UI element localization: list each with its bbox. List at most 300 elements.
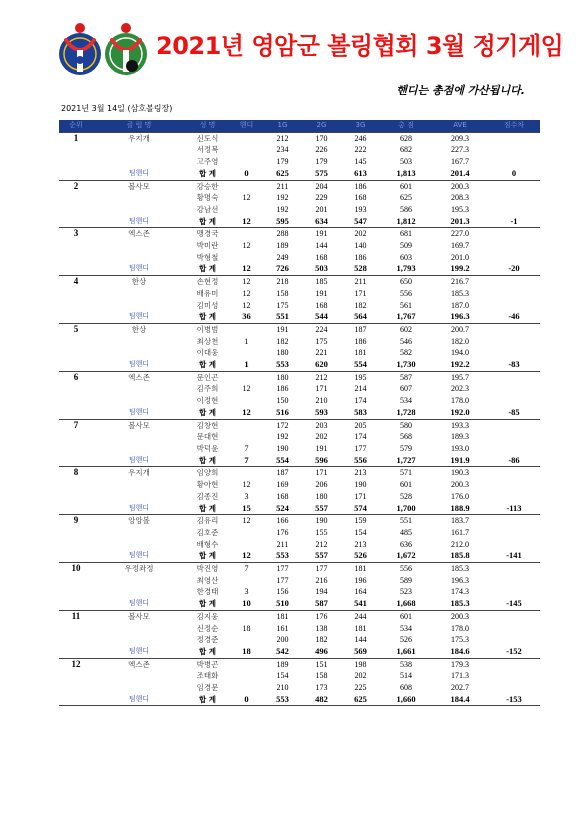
game1-score: 169 [276, 480, 289, 490]
player-name: 이병범 [185, 323, 230, 335]
empty-cell [59, 539, 93, 551]
player-handicap: 12 [242, 288, 251, 298]
empty-cell [488, 288, 540, 300]
player-average: 208.3 [451, 193, 469, 203]
player-total: 636 [400, 539, 412, 549]
logo-left-head-icon [75, 23, 85, 33]
empty-cell [59, 347, 93, 359]
empty-cell [488, 144, 540, 156]
player-average: 195.7 [432, 371, 488, 383]
team-score-diff: -113 [488, 503, 540, 515]
game2-score: 191 [302, 228, 341, 240]
player-row [59, 276, 540, 288]
game2-score: 212 [315, 539, 328, 549]
game3-score: 213 [341, 467, 380, 479]
game3-score: 181 [354, 348, 367, 358]
team-score-diff: -20 [488, 263, 540, 275]
team-game2: 496 [302, 646, 341, 658]
player-average: 190.3 [432, 467, 488, 479]
player-total: 608 [400, 683, 412, 693]
game2-score: 216 [315, 575, 328, 585]
game2-score: 168 [315, 252, 328, 262]
team-total-label: 합 계 [185, 359, 230, 371]
game2-score: 202 [315, 432, 328, 442]
team-average: 192.0 [432, 407, 488, 419]
game2-score: 151 [302, 658, 341, 670]
player-handicap [230, 610, 263, 622]
player-average: 212.0 [451, 539, 469, 549]
game2-score: 221 [315, 348, 328, 358]
team-game3: 564 [341, 311, 380, 323]
team-handicap: 12 [230, 407, 263, 419]
game2-score: 144 [315, 241, 328, 251]
empty-cell [488, 383, 540, 395]
empty-cell [93, 479, 185, 491]
table-header-row [59, 120, 540, 132]
team-total: 1,661 [380, 646, 432, 658]
empty-cell [488, 658, 540, 670]
player-average: 193.3 [432, 419, 488, 431]
club-name: 볼사모 [93, 610, 185, 622]
player-row [59, 479, 540, 491]
player-total: 551 [380, 515, 432, 527]
team-rank: 8 [59, 467, 93, 479]
team-average: 185.8 [432, 550, 488, 562]
empty-cell [59, 240, 93, 252]
game1-score: 177 [263, 563, 302, 575]
player-row [59, 443, 540, 455]
empty-cell [59, 144, 93, 156]
empty-cell [59, 156, 93, 168]
player-total: 561 [400, 300, 412, 310]
game1-score: 161 [276, 623, 289, 633]
team-average: 196.3 [432, 311, 488, 323]
player-total: 601 [400, 480, 412, 490]
game2-score: 191 [315, 443, 328, 453]
team-game2: 557 [302, 503, 341, 515]
game3-score: 140 [354, 241, 367, 251]
team-handicap: 15 [230, 503, 263, 515]
empty-cell [59, 431, 93, 443]
player-row [59, 156, 540, 168]
team-average: 184.4 [432, 694, 488, 706]
association-logo [56, 16, 150, 90]
team-average: 191.9 [432, 455, 488, 467]
player-name: 김미성 [196, 300, 219, 310]
player-handicap [230, 670, 263, 682]
game2-score: 203 [302, 419, 341, 431]
player-average: 196.3 [451, 575, 469, 585]
player-name: 신도식 [185, 132, 230, 144]
game3-score: 187 [341, 323, 380, 335]
team-handicap: 10 [230, 598, 263, 610]
player-handicap [230, 323, 263, 335]
team-total: 1,660 [380, 694, 432, 706]
empty-cell [59, 336, 93, 348]
empty-cell [59, 383, 93, 395]
empty-cell [59, 623, 93, 635]
empty-cell [59, 670, 93, 682]
team-rank: 4 [59, 276, 93, 288]
game3-score: 171 [354, 288, 367, 298]
player-total: 546 [400, 336, 412, 346]
player-average: 171.3 [451, 671, 469, 681]
empty-cell [488, 539, 540, 551]
empty-cell [488, 491, 540, 503]
game3-score: 244 [341, 610, 380, 622]
empty-cell [488, 252, 540, 264]
team-handicap-label: 팀핸디 [93, 311, 185, 323]
player-handicap [230, 527, 263, 539]
player-handicap [230, 431, 263, 443]
player-average: 182.0 [451, 336, 469, 346]
header-game3: 3G [341, 120, 380, 132]
team-rank: 5 [59, 323, 93, 335]
team-game3: 583 [341, 407, 380, 419]
team-handicap: 0 [230, 168, 263, 180]
game3-score: 174 [354, 432, 367, 442]
player-row [59, 670, 540, 682]
game2-score: 158 [315, 671, 328, 681]
game3-score: 154 [354, 527, 367, 537]
team-total: 1,730 [380, 359, 432, 371]
bowling-ball-icon [126, 60, 138, 72]
team-game2: 482 [302, 694, 341, 706]
player-row [59, 575, 540, 587]
club-name: 엑스존 [93, 228, 185, 240]
game2-score: 224 [302, 323, 341, 335]
player-average: 174.3 [451, 587, 469, 597]
team-total: 1,813 [380, 168, 432, 180]
club-name: 한상 [93, 276, 185, 288]
player-name: 조태화 [196, 671, 219, 681]
empty-cell [93, 586, 185, 598]
player-name: 배유미 [196, 288, 219, 298]
team-rank: 2 [59, 180, 93, 192]
team-total-row [59, 216, 540, 228]
player-total: 568 [400, 432, 412, 442]
player-total: 528 [400, 491, 412, 501]
team-total-label: 합 계 [185, 311, 230, 323]
empty-cell [93, 670, 185, 682]
team-total-row [59, 168, 540, 180]
team-score-diff: -85 [488, 407, 540, 419]
player-name: 박미란 [196, 241, 219, 251]
game3-score: 222 [354, 145, 367, 155]
game2-score: 171 [302, 467, 341, 479]
player-row [59, 527, 540, 539]
team-rank: 9 [59, 515, 93, 527]
game1-score: 172 [263, 419, 302, 431]
team-handicap: 0 [230, 694, 263, 706]
player-handicap [230, 419, 263, 431]
team-handicap: 36 [230, 311, 263, 323]
game3-score: 164 [354, 587, 367, 597]
team-total-row [59, 407, 540, 419]
team-game2: 503 [302, 263, 341, 275]
team-rank: 11 [59, 610, 93, 622]
empty-cell [488, 323, 540, 335]
empty-cell [59, 479, 93, 491]
header-handicap: 핸디 [230, 120, 263, 132]
team-score-diff: 0 [488, 168, 540, 180]
empty-cell [59, 455, 93, 467]
player-name: 황명숙 [196, 193, 219, 203]
game2-score: 206 [315, 480, 328, 490]
player-average: 178.0 [451, 396, 469, 406]
player-total: 534 [400, 623, 412, 633]
empty-cell [59, 491, 93, 503]
player-average: 200.3 [432, 610, 488, 622]
player-total: 571 [380, 467, 432, 479]
player-name: 서정복 [196, 145, 219, 155]
game3-score: 198 [341, 658, 380, 670]
player-average: 200.3 [451, 480, 469, 490]
player-total: 509 [400, 241, 412, 251]
empty-cell [488, 228, 540, 240]
player-total: 650 [380, 276, 432, 288]
game2-score: 194 [315, 587, 328, 597]
player-row [59, 634, 540, 646]
club-name: 우지개 [93, 132, 185, 144]
team-total-row [59, 646, 540, 658]
player-row [59, 467, 540, 479]
empty-cell [93, 252, 185, 264]
empty-cell [59, 252, 93, 264]
team-rank: 3 [59, 228, 93, 240]
team-total-row [59, 359, 540, 371]
team-total-label: 합 계 [185, 694, 230, 706]
empty-cell [59, 634, 93, 646]
player-name: 임양희 [185, 467, 230, 479]
empty-cell [59, 359, 93, 371]
player-row [59, 240, 540, 252]
game2-score: 180 [315, 491, 328, 501]
player-total: 579 [400, 443, 412, 453]
player-row [59, 383, 540, 395]
game3-score: 186 [341, 180, 380, 192]
header-score-diff: 점수차 [488, 120, 540, 132]
team-game1: 553 [263, 550, 302, 562]
player-total: 514 [400, 671, 412, 681]
team-total: 1,668 [380, 598, 432, 610]
game3-score: 144 [354, 635, 367, 645]
team-total-row [59, 503, 540, 515]
team-game3: 528 [341, 263, 380, 275]
team-rank: 1 [59, 132, 93, 144]
team-total: 1,812 [380, 216, 432, 228]
player-handicap: 12 [242, 384, 251, 394]
player-row [59, 347, 540, 359]
empty-cell [488, 300, 540, 312]
game1-score: 156 [276, 587, 289, 597]
player-total: 556 [380, 563, 432, 575]
empty-cell [59, 598, 93, 610]
player-average: 227.3 [451, 145, 469, 155]
team-game3: 569 [341, 646, 380, 658]
team-handicap-label: 팀핸디 [93, 359, 185, 371]
game2-score: 173 [315, 683, 328, 693]
player-name: 김호준 [196, 527, 219, 537]
player-row [59, 419, 540, 431]
player-name: 이정현 [196, 396, 219, 406]
game2-score: 138 [315, 623, 328, 633]
game1-score: 150 [276, 396, 289, 406]
player-handicap [230, 252, 263, 264]
team-handicap: 1 [230, 359, 263, 371]
game3-score: 196 [354, 575, 367, 585]
team-rank: 10 [59, 563, 93, 575]
team-score-diff: -153 [488, 694, 540, 706]
empty-cell [59, 575, 93, 587]
game3-score: 181 [341, 563, 380, 575]
player-average: 179.3 [432, 658, 488, 670]
team-score-diff: -1 [488, 216, 540, 228]
empty-cell [488, 204, 540, 216]
empty-cell [488, 336, 540, 348]
game1-score: 211 [263, 180, 302, 192]
player-name: 한경태 [196, 587, 219, 597]
player-row [59, 144, 540, 156]
game3-score: 211 [341, 276, 380, 288]
team-game3: 625 [341, 694, 380, 706]
game3-score: 202 [341, 228, 380, 240]
player-handicap: 12 [242, 300, 251, 310]
player-name: 문인곤 [185, 371, 230, 383]
club-name: 우정좌정 [93, 563, 185, 575]
club-name: 엑스존 [93, 371, 185, 383]
player-name: 김유리 [185, 515, 230, 527]
player-total: 556 [400, 288, 412, 298]
game2-score: 191 [315, 288, 328, 298]
player-name: 고주영 [196, 157, 219, 167]
club-name: 볼사모 [93, 419, 185, 431]
player-row [59, 431, 540, 443]
player-total: 682 [400, 145, 412, 155]
player-handicap [230, 634, 263, 646]
player-average: 202.7 [451, 683, 469, 693]
player-average: 216.7 [432, 276, 488, 288]
player-handicap: 7 [230, 563, 263, 575]
game1-score: 288 [263, 228, 302, 240]
empty-cell [488, 156, 540, 168]
player-total: 601 [380, 610, 432, 622]
team-average: 188.9 [432, 503, 488, 515]
team-score-diff: -46 [488, 311, 540, 323]
club-name: 앙앙볼 [93, 515, 185, 527]
player-handicap [230, 132, 263, 144]
game1-score: 177 [276, 575, 289, 585]
game3-score: 177 [354, 443, 367, 453]
player-row [59, 300, 540, 312]
empty-cell [59, 216, 93, 228]
game2-score: 190 [302, 515, 341, 527]
team-total-row [59, 311, 540, 323]
player-row [59, 192, 540, 204]
empty-cell [488, 586, 540, 598]
team-handicap-label: 팀핸디 [93, 598, 185, 610]
team-score-diff: -141 [488, 550, 540, 562]
team-handicap-label: 팀핸디 [93, 694, 185, 706]
team-total-label: 합 계 [185, 216, 230, 228]
player-average: 167.7 [451, 157, 469, 167]
empty-cell [59, 527, 93, 539]
team-game3: 526 [341, 550, 380, 562]
player-handicap: 18 [242, 623, 251, 633]
team-game1: 516 [263, 407, 302, 419]
team-game1: 510 [263, 598, 302, 610]
player-name: 김주희 [196, 384, 219, 394]
player-name: 박형철 [196, 252, 219, 262]
team-total-row [59, 598, 540, 610]
empty-cell [93, 156, 185, 168]
game3-score: 145 [354, 157, 367, 167]
player-row [59, 180, 540, 192]
team-game3: 554 [341, 359, 380, 371]
game2-score: 176 [302, 610, 341, 622]
team-rank: 7 [59, 419, 93, 431]
team-total: 1,700 [380, 503, 432, 515]
team-handicap-label: 팀핸디 [93, 550, 185, 562]
handicap-note: 핸디는 총점에 가산됩니다. [396, 84, 525, 97]
game3-score: 168 [354, 193, 367, 203]
empty-cell [93, 539, 185, 551]
empty-cell [59, 443, 93, 455]
team-handicap: 18 [230, 646, 263, 658]
player-row [59, 491, 540, 503]
empty-cell [93, 347, 185, 359]
empty-cell [93, 527, 185, 539]
club-name: 볼사모 [93, 180, 185, 192]
team-game1: 553 [263, 694, 302, 706]
results-table [59, 120, 540, 706]
player-row [59, 539, 540, 551]
team-game1: 595 [263, 216, 302, 228]
header-average: AVE [432, 120, 488, 132]
empty-cell [488, 610, 540, 622]
team-game3: 556 [341, 455, 380, 467]
player-average: 200.3 [432, 180, 488, 192]
player-name: 황아현 [196, 480, 219, 490]
team-score-diff: -152 [488, 646, 540, 658]
game1-score: 158 [276, 288, 289, 298]
team-handicap-label: 팀핸디 [93, 216, 185, 228]
game3-score: 190 [354, 480, 367, 490]
player-handicap [230, 180, 263, 192]
team-handicap: 7 [230, 455, 263, 467]
game3-score: 182 [354, 300, 367, 310]
empty-cell [59, 311, 93, 323]
player-handicap: 12 [242, 193, 251, 203]
game2-score: 212 [302, 371, 341, 383]
team-game3: 613 [341, 168, 380, 180]
player-total: 587 [380, 371, 432, 383]
header-club: 클 럽 명 [93, 120, 185, 132]
player-handicap: 12 [242, 480, 251, 490]
empty-cell [59, 646, 93, 658]
player-row [59, 586, 540, 598]
empty-cell [488, 395, 540, 407]
player-total: 523 [400, 587, 412, 597]
player-row [59, 515, 540, 527]
empty-cell [488, 347, 540, 359]
team-average: 192.2 [432, 359, 488, 371]
player-total: 603 [400, 252, 412, 262]
team-average: 184.6 [432, 646, 488, 658]
game1-score: 200 [276, 635, 289, 645]
team-game2: 634 [302, 216, 341, 228]
empty-cell [93, 575, 185, 587]
